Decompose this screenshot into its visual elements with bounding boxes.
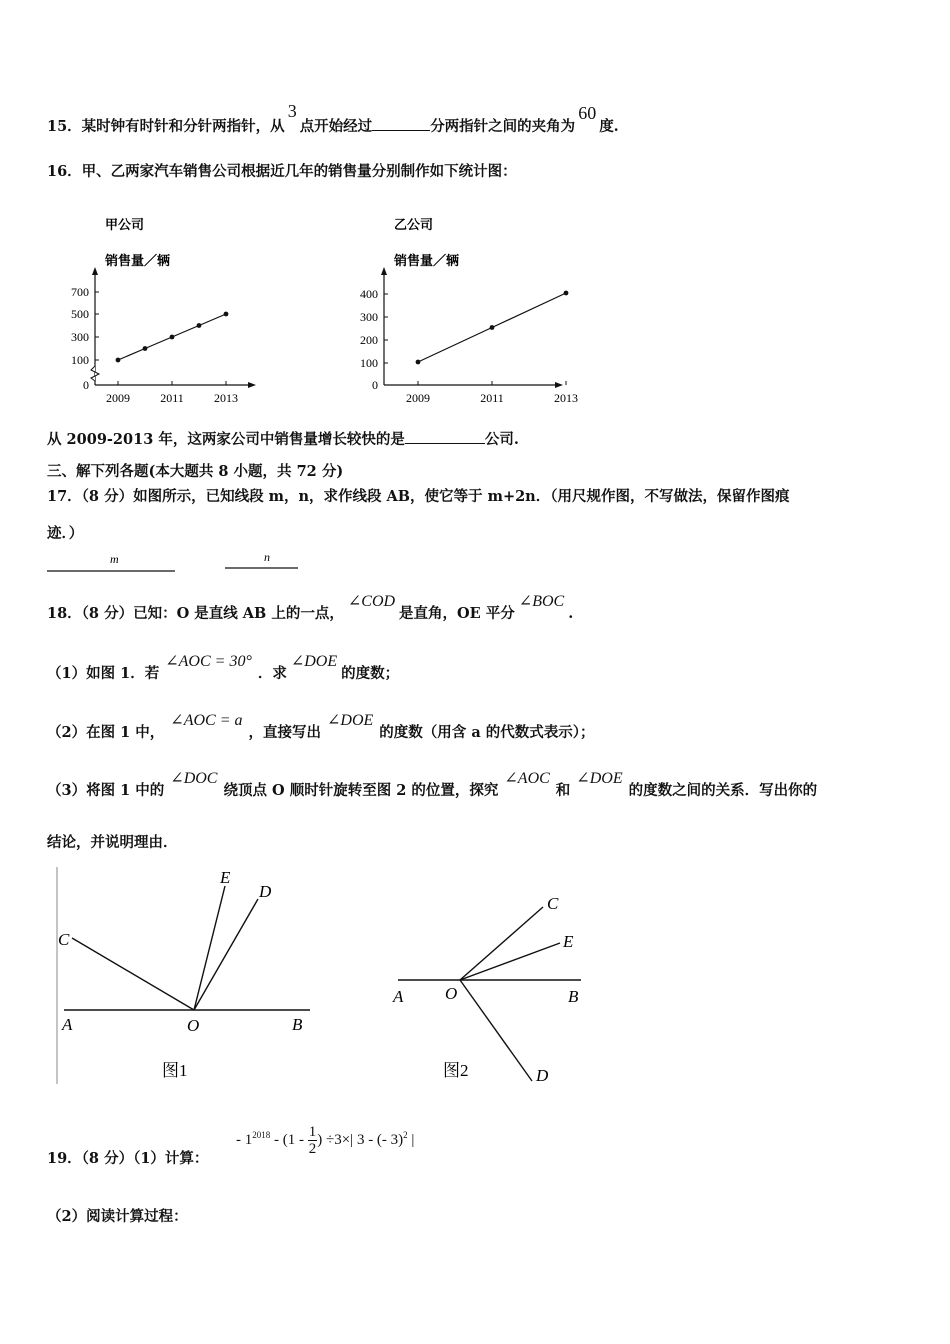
- segment-n-label: n: [264, 550, 270, 564]
- figure-1: [50, 862, 340, 1087]
- q18-text: 18．（8 分）已知：O 是直线 AB 上的一点，: [47, 605, 344, 622]
- q19-expression: [236, 1124, 414, 1157]
- label-c: C: [547, 894, 559, 913]
- ray-od: [460, 980, 532, 1081]
- label-o: O: [445, 984, 458, 1003]
- q17-segments: [40, 548, 320, 578]
- expr-part-b: - (1 -: [270, 1131, 308, 1148]
- q18-p3-text-b: 绕顶点 O 顺时针旋转至图 2 的位置，探究: [223, 782, 499, 799]
- label-o: O: [187, 1016, 200, 1035]
- q18-p2-text-c: 的度数（用含 a 的代数式表示）；: [379, 724, 595, 741]
- figure-1-caption: 图1: [162, 1061, 188, 1080]
- q16-answer-suffix: 公司.: [484, 431, 519, 448]
- q18-part3-line2: 结论，并说明理由．: [47, 834, 178, 851]
- q18-part1: [47, 653, 400, 683]
- q16-answer-line: [47, 429, 519, 449]
- y-tick-label: 500: [71, 307, 89, 321]
- chart-yi: [340, 205, 580, 415]
- chart-ylabel: 销售量／辆: [394, 253, 460, 268]
- axis-break-zigzag: [91, 366, 99, 381]
- question-19-part2: （2）阅读计算过程：: [47, 1208, 188, 1225]
- q18-text-b: 是直角，OE 平分: [399, 605, 515, 622]
- y-tick-label: 300: [360, 310, 378, 324]
- chart-ylabel: 销售量／辆: [105, 253, 171, 268]
- ray-od: [194, 899, 258, 1010]
- ray-oc: [460, 907, 543, 980]
- fraction-one-half: [308, 1124, 318, 1157]
- q18-p3-text-d: 的度数之间的关系．写出你的: [628, 782, 818, 799]
- segment-m-label: m: [110, 552, 119, 566]
- q18-p2-text-b: ，直接写出: [248, 724, 321, 741]
- data-point: [564, 291, 569, 296]
- x-tick-label: 2011: [160, 391, 184, 405]
- x-tick-label: 2013: [554, 391, 578, 405]
- label-b: B: [292, 1015, 303, 1034]
- angle-doe: ∠DOE: [326, 712, 374, 729]
- y-tick-label: 0: [372, 378, 378, 392]
- label-d: D: [259, 882, 272, 901]
- data-point: [490, 325, 495, 330]
- q15-blank: [372, 116, 430, 131]
- figure-2-caption: 图2: [443, 1061, 469, 1080]
- x-axis-arrow: [555, 382, 563, 388]
- q18-p3-text-c: 和: [555, 782, 571, 799]
- chart-title: 甲公司: [105, 217, 145, 232]
- y-axis-arrow: [92, 267, 98, 275]
- y-tick-label: 0: [83, 378, 89, 392]
- q18-part3: [47, 770, 818, 800]
- q15-number-60: 60: [578, 103, 597, 123]
- ray-oc: [72, 938, 194, 1010]
- label-b: B: [568, 987, 579, 1006]
- expr-part-c: ) ÷3×| 3 - (- 3): [317, 1131, 404, 1148]
- question-15: [47, 101, 619, 136]
- ray-oe: [460, 943, 560, 980]
- q18-part2: [47, 712, 595, 742]
- q15-text-mid: 点开始经过: [299, 118, 373, 135]
- fraction-numerator: 1: [308, 1124, 317, 1140]
- fraction-denominator: 2: [308, 1141, 317, 1157]
- figure-2: [385, 885, 595, 1090]
- expr-aoc-a: ∠AOC = a: [170, 712, 243, 729]
- y-tick-label: 100: [360, 356, 378, 370]
- angle-doe: ∠DOE: [576, 770, 623, 787]
- chart-title: 乙公司: [394, 217, 434, 232]
- x-axis-arrow: [248, 382, 256, 388]
- label-e: E: [563, 932, 574, 951]
- angle-doc: ∠DOC: [170, 770, 218, 787]
- x-tick-label: 2011: [480, 391, 504, 405]
- angle-boc: ∠BOC: [518, 593, 565, 610]
- expr-part-d: |: [407, 1131, 415, 1148]
- angle-doe: ∠DOE: [290, 653, 338, 670]
- data-point: [416, 360, 421, 365]
- data-point: [197, 323, 202, 328]
- question-19-label: 19．（8 分）（1）计算：: [47, 1150, 209, 1167]
- x-tick-label: 2009: [406, 391, 430, 405]
- data-point: [116, 358, 121, 363]
- y-tick-label: 400: [360, 287, 378, 301]
- q15-text-end: 度.: [599, 118, 619, 135]
- x-tick-label: 2013: [214, 391, 238, 405]
- q16-blank: [405, 429, 485, 444]
- y-axis-arrow: [381, 267, 387, 275]
- y-tick-label: 300: [71, 330, 89, 344]
- q15-number-3: 3: [287, 101, 297, 121]
- ray-oe: [194, 886, 225, 1010]
- exponent-2018: 2018: [252, 1129, 271, 1140]
- label-d: D: [536, 1066, 549, 1085]
- question-17-line1: 17．（8 分）如图所示，已知线段 m，n，求作线段 AB，使它等于 m+2n．（用尺规作图，不写做法，保留作图痕: [47, 488, 790, 505]
- expr-aoc-30: ∠AOC = 30°: [165, 653, 252, 670]
- section-3-heading: 三、解下列各题(本大题共 8 小题，共 72 分): [47, 463, 344, 480]
- question-17-line2: 迹．）: [47, 525, 84, 542]
- data-point: [224, 312, 229, 317]
- angle-aoc: ∠AOC: [504, 770, 550, 787]
- q18-p2-text: （2）在图 1 中，: [47, 724, 165, 741]
- exponent-2: 2: [403, 1129, 408, 1140]
- y-tick-label: 100: [71, 353, 89, 367]
- q15-text: 15．某时钟有时针和分针两指针，从: [47, 118, 285, 135]
- expr-part-a: - 1: [236, 1131, 253, 1148]
- y-tick-label: 700: [71, 285, 89, 299]
- q15-text-after: 分两指针之间的夹角为: [430, 118, 576, 135]
- q18-text-end: .: [568, 605, 574, 622]
- label-e: E: [220, 868, 231, 887]
- angle-cod: ∠COD: [347, 593, 396, 610]
- label-a: A: [62, 1015, 73, 1034]
- data-point: [170, 335, 175, 340]
- q18-p1-text: （1）如图 1．若: [47, 665, 160, 682]
- label-a: A: [393, 987, 404, 1006]
- label-c: C: [58, 930, 70, 949]
- chart-jia: [55, 205, 265, 415]
- q18-p1-text-c: 的度数；: [341, 665, 400, 682]
- x-tick-label: 2009: [106, 391, 130, 405]
- y-tick-label: 200: [360, 333, 378, 347]
- data-point: [143, 346, 148, 351]
- q18-p3-text: （3）将图 1 中的: [47, 782, 165, 799]
- q16-answer-text: 从 2009-2013 年，这两家公司中销售量增长较快的是: [47, 431, 405, 448]
- question-16: 16．甲、乙两家汽车销售公司根据近几年的销售量分别制作如下统计图：: [47, 163, 517, 180]
- question-18-intro: [47, 593, 574, 623]
- q18-p1-text-b: ．求: [257, 665, 287, 682]
